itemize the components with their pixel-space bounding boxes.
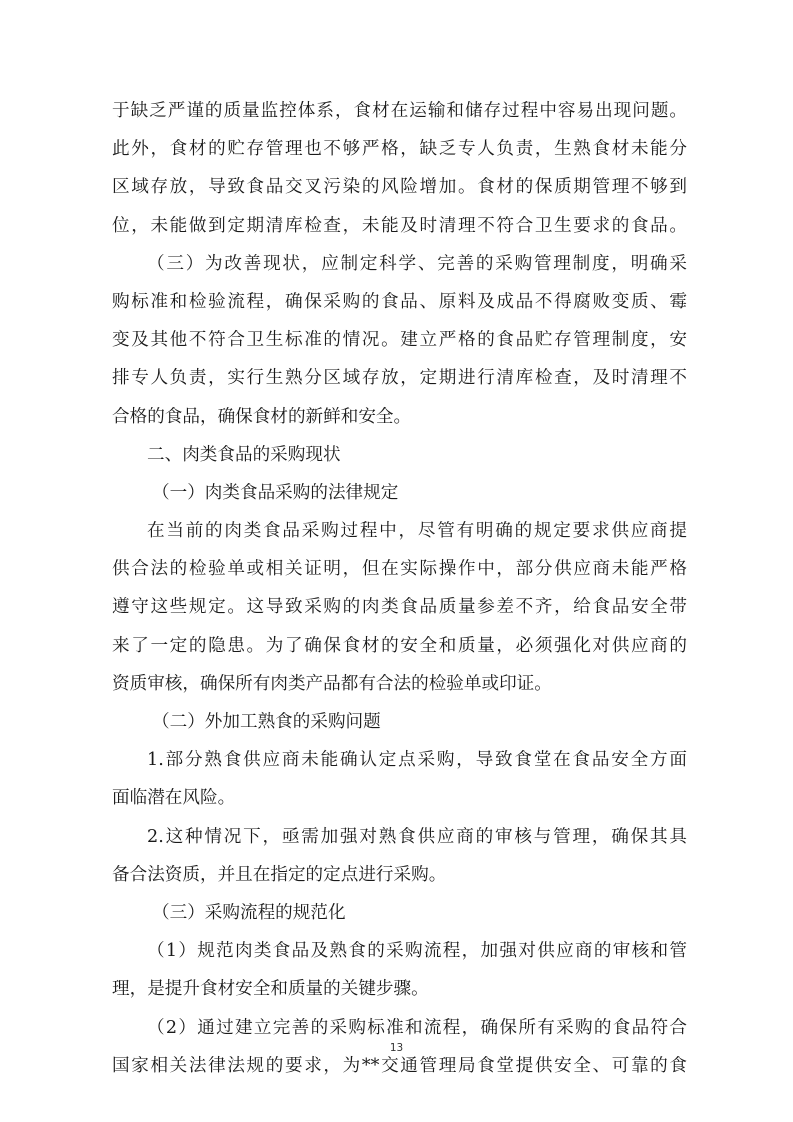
- text-line: 备合法资质，并且在指定的定点进行采购。: [112, 864, 447, 885]
- text-line: 位，未能做到定期清库检查，未能及时清理不符合卫生要求的食品。: [112, 215, 687, 236]
- text-line: 二、肉类食品的采购现状: [147, 444, 341, 465]
- text-line: （二）外加工熟食的采购问题: [152, 712, 381, 732]
- text-line: （一）肉类食品采购的法律规定: [152, 482, 399, 503]
- text-line: 区域存放，导致食品交叉污染的风险增加。食材的保质期管理不够到: [112, 177, 687, 198]
- text-line: 2.这种情况下，亟需加强对熟食供应商的审核与管理，确保其具: [147, 826, 687, 847]
- text-line: （三）为改善现状，应制定科学、完善的采购管理制度，明确采: [147, 253, 687, 274]
- body-text: [112, 92, 687, 1085]
- text-line: 于缺乏严谨的质量监控体系，食材在运输和储存过程中容易出现问题。: [112, 101, 687, 121]
- text-line: 遵守这些规定。这导致采购的肉类食品质量参差不齐，给食品安全带: [112, 597, 687, 618]
- text-line: 资质审核，确保所有肉类产品都有合法的检验单或印证。: [112, 673, 552, 694]
- text-line: 面临潜在风险。: [112, 788, 236, 809]
- text-line: 国家相关法律法规的要求，为**交通管理局食堂提供安全、可靠的食: [112, 1055, 687, 1076]
- text-line: 来了一定的隐患。为了确保食材的安全和质量，必须强化对供应商的: [112, 635, 687, 656]
- text-line: 合格的食品，确保食材的新鲜和安全。: [112, 406, 412, 427]
- text-line: （1）规范肉类食品及熟食的采购流程，加强对供应商的审核和管: [147, 941, 687, 962]
- text-line: 1.部分熟食供应商未能确认定点采购，导致食堂在食品安全方面: [147, 750, 687, 771]
- text-line: 理，是提升食材安全和质量的关键步骤。: [112, 979, 429, 1000]
- text-line: 购标准和检验流程，确保采购的食品、原料及成品不得腐败变质、霉: [112, 291, 687, 312]
- text-line: 在当前的肉类食品采购过程中，尽管有明确的规定要求供应商提: [147, 521, 687, 542]
- text-line: 供合法的检验单或相关证明，但在实际操作中，部分供应商未能严格: [112, 559, 687, 580]
- text-line: 变及其他不符合卫生标准的情况。建立严格的食品贮存管理制度，安: [112, 330, 687, 351]
- text-line: （2）通过建立完善的采购标准和流程，确保所有采购的食品符合: [147, 1017, 687, 1038]
- page-number: 13: [389, 1042, 404, 1054]
- text-line: 此外，食材的贮存管理也不够严格，缺乏专人负责，生熟食材未能分: [112, 139, 687, 160]
- text-line: （三）采购流程的规范化: [152, 902, 346, 923]
- text-line: 排专人负责，实行生熟分区域存放，定期进行清库检查，及时清理不: [112, 368, 687, 389]
